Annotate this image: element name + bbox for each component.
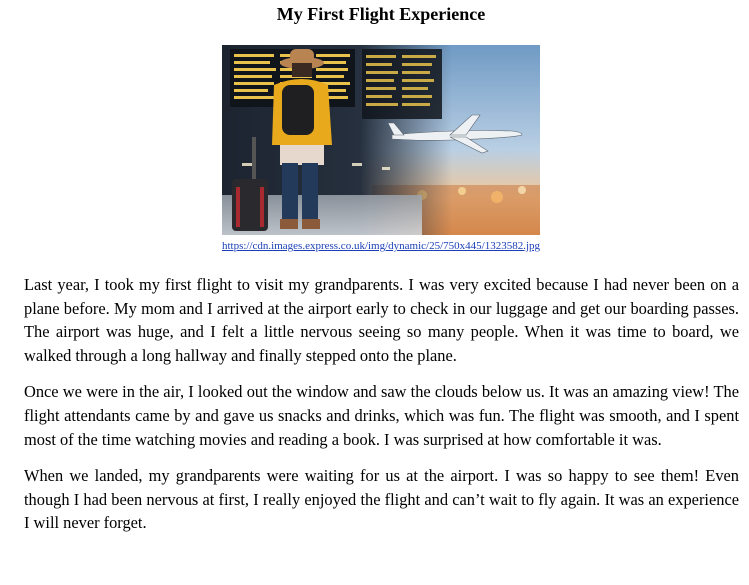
image-caption [0,239,749,253]
image-source-link[interactable]: https://cdn.images.express.co.uk/img/dynamic/25/750x445/1323582.jpg [221,240,541,252]
document-title: My First Flight Experience [276,4,486,24]
airport-photo [222,45,540,235]
paragraph-1: Last year, I took my first flight to visit my grandparents. I was very excited because I had never been on a plane before. My mom and I arrived at the airport early to check in our luggage and get our boarding passes. The airport was huge, and I felt a little nervous seeing so many people. When it was time to board, we walked through a long hallway and finally stepped onto the plane. [24,275,739,365]
paragraph-2: Once we were in the air, I looked out the window and saw the clouds below us. It was an amazing view! The flight attendants came by and gave us snacks and drinks, which was fun. The flight was smooth, and I spent most of the time watching movies and reading a book. I was surprised at how comfortable it was. [24,382,739,449]
document-body [24,273,739,548]
paragraph-3: When we landed, my grandparents were waiting for us at the airport. I was so happy to see them! Even though I had been nervous at first, I really enjoyed the flight and can’t wait to fly again. It was an experience I will never forget. [24,466,739,533]
